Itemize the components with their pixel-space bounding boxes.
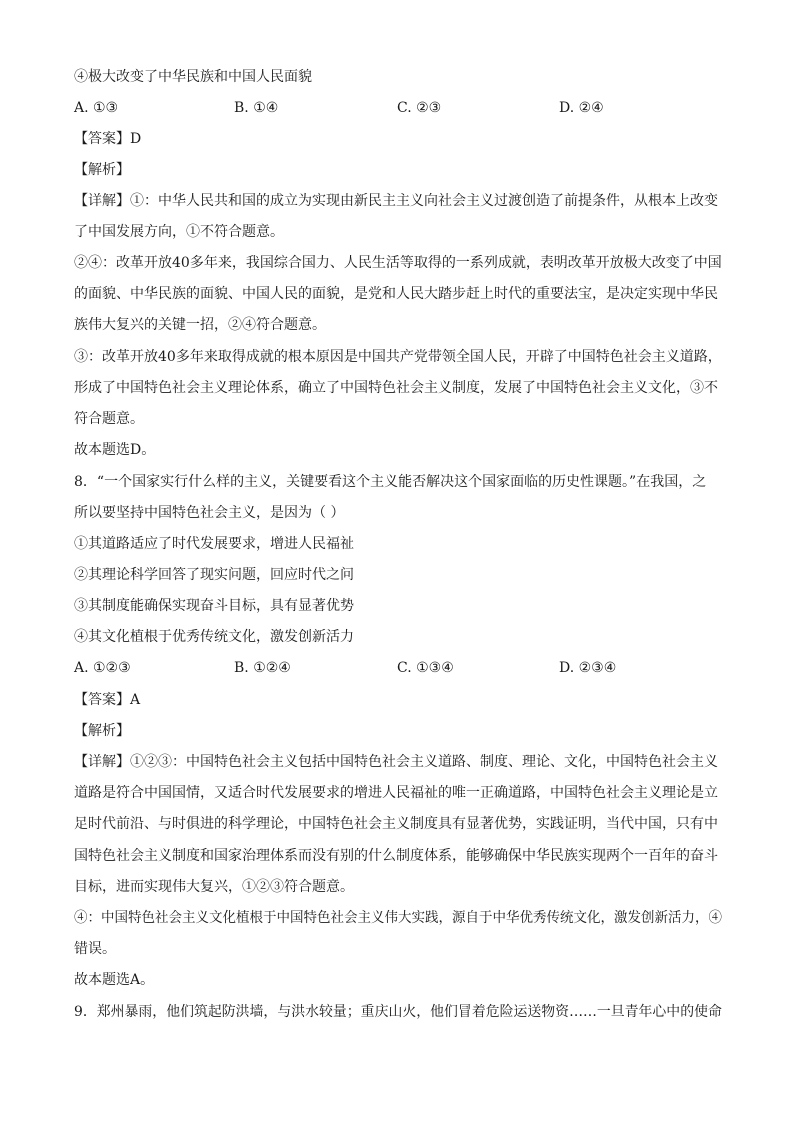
q7-options [74,98,734,118]
q8-conclusion: 故本题选A。 [74,972,155,988]
q8-choice-3: ③其制度能确保实现奋斗目标，具有显著优势 [74,598,354,614]
q8-option-a: A. ①②③ [74,660,131,676]
q9-stem-line: 9．郑州暴雨，他们筑起防洪墙，与洪水较量；重庆山火，他们冒着危险运送物资……一旦青年心中的使命 [74,1004,722,1020]
q7-choice-4: ④极大改变了中华民族和中国人民面貌 [74,69,312,85]
q8-detail-line: 【详解】①②③：中国特色社会主义包括中国特色社会主义道路、制度、理论、文化，中国特色社会主义 [74,754,718,770]
q8-stem-line: 所以要坚持中国特色社会主义，是因为（ ） [74,505,345,521]
q8-choice-1: ①其道路适应了时代发展要求，增进人民福祉 [74,536,354,552]
q8-choice-4: ④其文化植根于优秀传统文化，激发创新活力 [74,629,354,645]
q8-option-c: C. ①③④ [397,660,454,676]
q7-detail-line: 形成了中国特色社会主义理论体系，确立了中国特色社会主义制度，发展了中国特色社会主义文化，③不 [74,380,718,396]
q8-option-b: B. ①②④ [234,660,291,676]
q7-detail-line: 了中国发展方向，①不符合题意。 [74,224,284,240]
q8-detail-line: 错误。 [74,941,116,957]
q7-analysis-label: 【解析】 [74,162,130,178]
q7-answer: 【答案】D [74,131,142,147]
q7-detail-line: ③：改革开放40多年来取得成就的根本原因是中国共产党带领全国人民，开辟了中国特色社会主义道路， [74,349,722,365]
q8-answer: 【答案】A [74,692,141,708]
q8-option-d: D. ②③④ [559,660,617,676]
q7-detail-line: 族伟大复兴的关键一招，②④符合题意。 [74,317,326,333]
q8-options [74,658,734,678]
q7-conclusion: 故本题选D。 [74,442,156,458]
q7-detail-line: 符合题意。 [74,411,144,427]
q8-choice-2: ②其理论科学回答了现实问题，回应时代之问 [74,567,354,583]
q8-detail-line: 目标，进而实现伟大复兴，①②③符合题意。 [74,879,354,895]
q7-detail-line: 的面貌、中华民族的面貌、中国人民的面貌，是党和人民大踏步赶上时代的重要法宝，是决定实现中华民 [74,286,718,302]
q7-detail-line: 【详解】①：中华人民共和国的成立为实现由新民主主义向社会主义过渡创造了前提条件，从根本上改变 [74,193,718,209]
q8-detail-line: 道路是符合中国国情，又适合时代发展要求的增进人民福祉的唯一正确道路，中国特色社会主义理论是立 [74,785,718,801]
q7-option-c: C. ②③ [397,100,442,116]
q8-detail-line: 足时代前沿、与时俱进的科学理论，中国特色社会主义制度具有显著优势，实践证明，当代中国，只有中 [74,816,718,832]
q7-option-b: B. ①④ [234,100,279,116]
q8-detail-line: 国特色社会主义制度和国家治理体系而没有别的什么制度体系，能够确保中华民族实现两个一百年的奋斗 [74,848,718,864]
q8-analysis-label: 【解析】 [74,723,130,739]
q8-detail-line: ④：中国特色社会主义文化植根于中国特色社会主义伟大实践，源自于中华优秀传统文化，激发创新活力，④ [74,910,723,926]
q7-detail-line: ②④：改革开放40多年来，我国综合国力、人民生活等取得的一系列成就，表明改革开放极大改变了中国 [74,255,722,271]
q7-option-d: D. ②④ [559,100,604,116]
q7-option-a: A. ①③ [74,100,119,116]
q8-stem-line: 8．“一个国家实行什么样的主义，关键要看这个主义能否解决这个国家面临的历史性课题。”在我国，之 [74,474,707,490]
